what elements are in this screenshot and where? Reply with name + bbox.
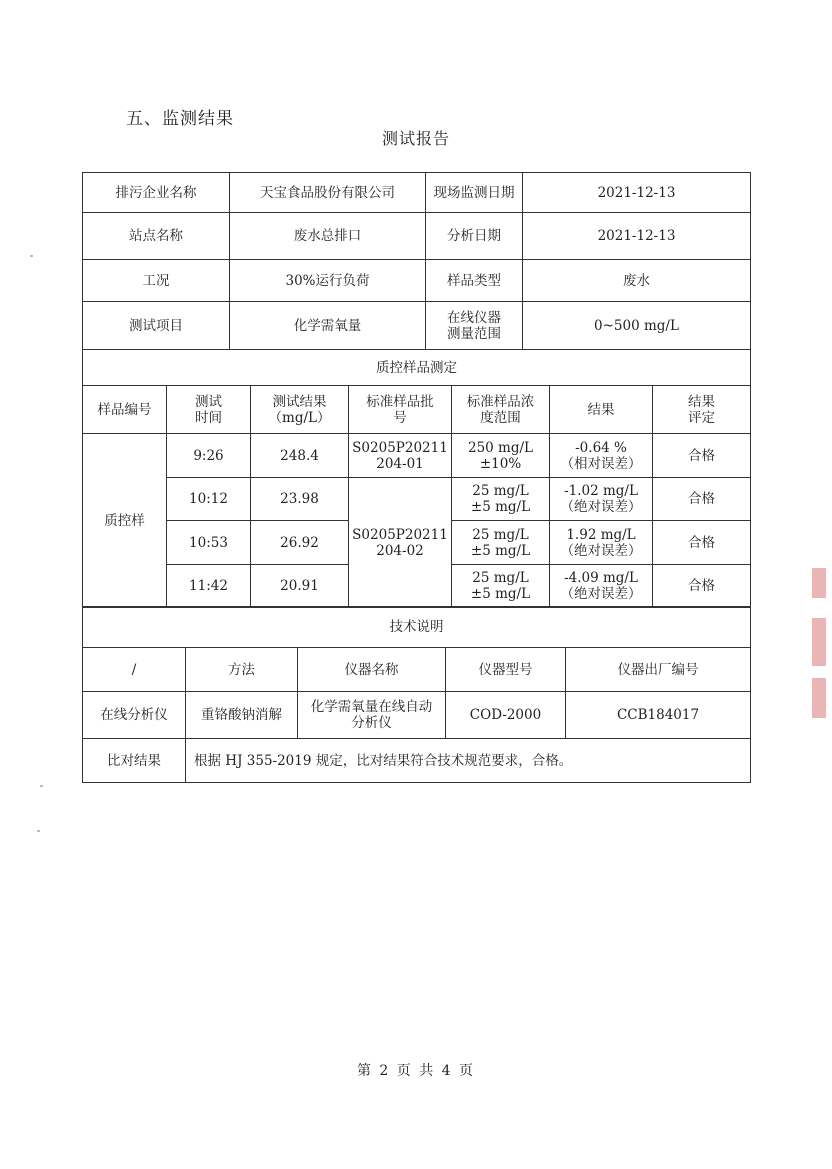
qc-outcome (550, 521, 653, 565)
qc-header-sample-no: 样品编号 (83, 386, 167, 434)
qc-header-result-line-2: （mg/L） (268, 409, 331, 426)
item-label: 测试项目 (83, 302, 230, 350)
tech-instrument-line-2: 分析仪 (351, 715, 392, 731)
condition-label: 工况 (83, 260, 230, 302)
qc-outcome-line-1: -4.09 mg/L (564, 570, 638, 586)
tech-row (83, 692, 751, 739)
qc-batch-b-line-1: S0205P20211 (352, 526, 448, 543)
qc-std-range-line-1: 250 mg/L (467, 439, 533, 456)
qc-batch-b (349, 478, 452, 608)
qc-header-batch-line-2: 号 (393, 409, 407, 426)
qc-batch-a (349, 434, 452, 478)
qc-header-result (251, 386, 349, 434)
qc-header-outcome: 结果 (550, 386, 653, 434)
section-title: 五、监测结果 (126, 109, 234, 129)
qc-header-batch-line-1: 标准样品批 (366, 393, 434, 410)
seal-fragment (812, 618, 826, 666)
qc-header-judge (653, 386, 751, 434)
tech-section-title: 技术说明 (83, 607, 751, 648)
qc-outcome (550, 478, 653, 521)
tech-header-method: 方法 (186, 648, 298, 692)
onsite-date-value: 2021-12-13 (523, 173, 751, 213)
company-value: 天宝食品股份有限公司 (230, 173, 426, 213)
qc-judge: 合格 (653, 565, 751, 608)
qc-row (83, 478, 751, 521)
company-label: 排污企业名称 (83, 173, 230, 213)
qc-std-range-line-1: 25 mg/L (472, 483, 529, 499)
qc-sample-name: 质控样 (83, 434, 167, 608)
sample-type-label: 样品类型 (426, 260, 523, 302)
qc-header-std-range (452, 386, 550, 434)
qc-std-range (452, 478, 550, 521)
qc-batch-a-line-2: 204-01 (376, 455, 424, 472)
analysis-date-value: 2021-12-13 (523, 213, 751, 260)
tech-instrument-line-1: 化学需氧量在线自动 (310, 699, 433, 715)
qc-value: 248.4 (251, 434, 349, 478)
item-value: 化学需氧量 (230, 302, 426, 350)
tech-header-serial: 仪器出厂编号 (566, 648, 751, 692)
qc-std-range-line-2: ±5 mg/L (470, 586, 531, 602)
info-table (82, 172, 751, 386)
qc-batch-b-line-2: 204-02 (376, 542, 424, 559)
qc-value: 20.91 (251, 565, 349, 608)
qc-header-time-line-1: 测试 (195, 393, 222, 410)
qc-header-result-line-1: 测试结果 (272, 393, 327, 410)
qc-std-range (452, 521, 550, 565)
qc-std-range-line-1: 25 mg/L (472, 526, 529, 543)
qc-std-range (452, 434, 550, 478)
qc-header-row (83, 386, 751, 434)
qc-header-time-line-2: 时间 (195, 409, 222, 426)
qc-section-title: 质控样品测定 (83, 350, 751, 386)
tech-header-model: 仪器型号 (446, 648, 566, 692)
page-footer: 第 2 页 共 4 页 (356, 1063, 476, 1079)
qc-outcome-line-1: -1.02 mg/L (564, 483, 638, 499)
qc-outcome-line-2: （绝对误差） (560, 499, 642, 515)
qc-time: 10:12 (167, 478, 251, 521)
range-label-line-2: 测量范围 (447, 325, 501, 342)
qc-outcome-line-2: （绝对误差） (560, 586, 642, 602)
range-label-line-1: 在线仪器 (447, 309, 501, 326)
sample-type-value: 废水 (523, 260, 751, 302)
qc-outcome (550, 434, 653, 478)
scan-speck (40, 785, 43, 787)
scan-speck (30, 255, 33, 257)
tech-header-row (83, 648, 751, 692)
tech-instrument (298, 692, 446, 739)
tech-row-label: 在线分析仪 (83, 692, 186, 739)
qc-header-judge-line-2: 评定 (688, 409, 715, 426)
qc-judge: 合格 (653, 478, 751, 521)
qc-header-std-range-line-2: 度范围 (480, 409, 521, 426)
qc-outcome-line-1: -0.64 % (575, 439, 627, 456)
range-label (426, 302, 523, 350)
tech-method: 重铬酸钠消解 (186, 692, 298, 739)
seal-fragment (812, 568, 826, 598)
qc-header-judge-line-1: 结果 (688, 393, 715, 410)
compare-label: 比对结果 (83, 739, 186, 783)
qc-table (82, 385, 751, 608)
qc-time: 10:53 (167, 521, 251, 565)
compare-text: 根据 HJ 355-2019 规定，比对结果符合技术规范要求，合格。 (186, 739, 751, 783)
compare-row (83, 739, 751, 783)
analysis-date-label: 分析日期 (426, 213, 523, 260)
qc-header-std-range-line-1: 标准样品浓 (466, 393, 535, 410)
tech-table (82, 606, 751, 783)
seal-fragment (812, 678, 826, 718)
site-label: 站点名称 (83, 213, 230, 260)
qc-std-range-line-2: ±10% (479, 455, 522, 472)
qc-outcome-line-2: （绝对误差） (560, 542, 642, 559)
qc-outcome-line-1: 1.92 mg/L (566, 526, 636, 543)
qc-time: 9:26 (167, 434, 251, 478)
qc-std-range-line-1: 25 mg/L (472, 570, 529, 586)
qc-judge: 合格 (653, 521, 751, 565)
qc-batch-a-line-1: S0205P20211 (352, 439, 448, 456)
qc-header-batch (349, 386, 452, 434)
tech-model: COD-2000 (446, 692, 566, 739)
onsite-date-label: 现场监测日期 (426, 173, 523, 213)
qc-std-range-line-2: ±5 mg/L (470, 542, 531, 559)
qc-time: 11:42 (167, 565, 251, 608)
qc-std-range (452, 565, 550, 608)
tech-serial: CCB184017 (566, 692, 751, 739)
scan-speck (37, 830, 40, 832)
qc-judge: 合格 (653, 434, 751, 478)
qc-value: 23.98 (251, 478, 349, 521)
condition-value: 30%运行负荷 (230, 260, 426, 302)
qc-header-time (167, 386, 251, 434)
qc-outcome-line-2: （相对误差） (560, 455, 642, 472)
tech-header-instrument: 仪器名称 (298, 648, 446, 692)
range-value: 0~500 mg/L (523, 302, 751, 350)
qc-std-range-line-2: ±5 mg/L (470, 499, 531, 515)
qc-row (83, 434, 751, 478)
qc-outcome (550, 565, 653, 608)
report-title: 测试报告 (381, 129, 450, 148)
tech-header-slash: / (83, 648, 186, 692)
qc-value: 26.92 (251, 521, 349, 565)
site-value: 废水总排口 (230, 213, 426, 260)
